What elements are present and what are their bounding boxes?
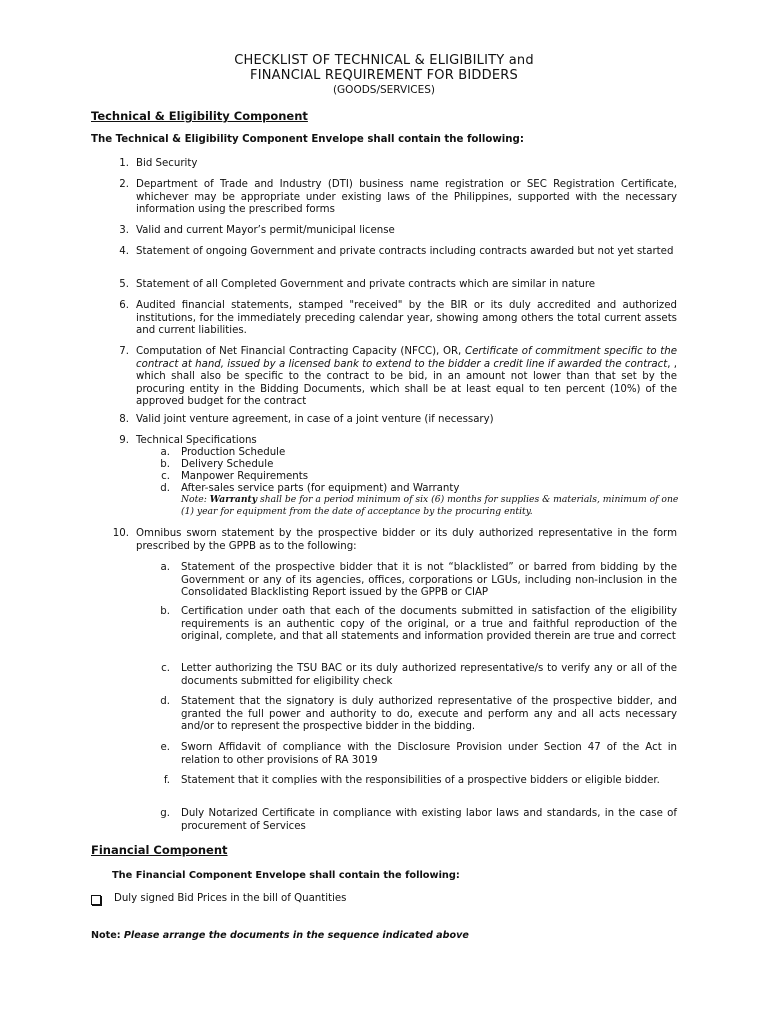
item-text: Valid and current Mayor’s permit/municipal license [136,225,395,236]
checkbox-icon [91,895,101,905]
item-number: 9. [119,435,129,446]
technical-intro: The Technical & Eligibility Component Envelope shall contain the following: [91,134,524,145]
item-number: 5. [119,279,129,290]
document-title-line-1: CHECKLIST OF TECHNICAL & ELIGIBILITY and [234,53,534,68]
item-text: Statement of all Completed Government and private contracts which are similar in nature [136,279,596,290]
item-text: Department of Trade and Industry (DTI) business name registration or SEC Registration Certificate, whichever may be appropriate under existing laws of the Philippines, supported with the necessary information using the prescribed forms [136,179,677,216]
item-text: Bid Security [136,158,198,169]
document-page: CHECKLIST OF TECHNICAL & ELIGIBILITY and FINANCIAL REQUIREMENT FOR BIDDERS (GOODS/SERVICES) Technical & Eligibility Component The Technical & Eligibility Component Envelope shall contain the following: 1. Bid Security 2. Department of Trade and Industry (DTI) business name registration or SEC Registration Certificate, whichever may be appropriate under existing laws of the Philippines, supported with the necessary information using the prescribed forms 3. Valid and current Mayor’s permit/municipal license 4. Statement of ongoing Government and private contracts including contracts awarded but not yet started 5. Statement of all Completed Government and private contracts which are similar in nature 6. Audited financial statements, stamped "received" by the BIR or its duly accredited and authorized institutions, for the immediately preceding calendar year, showing among others the total current assets and current liabilities. 7. Computation of Net Financial Contracting Capacity (NFCC), OR, Certificate of commitment specific to the contract at hand, issued by a licensed bank to extend to the bidder a credit line if awarded the contract, , which shall also be specific to the contract to be bid, in an amount not lower than that set by the procuring entity in the Bidding Documents, which shall be at least equal to ten percent (10%) of the approved budget for the contract 8. Valid joint venture agreement, in case of a joint venture (if necessary) 9. Technical Specifications a. Production Schedule b. Delivery Schedule c. Manpower Requirements d. After-sales service parts (for equipment) and Warranty Note: Warranty shall be for a period minimum of six (6) months for supplies & materials, minimum of one (1) year for equipment from the date of acceptance by the procuring entity. 10. Omnibus sworn statement by the prospective bidder or its duly authorized representative in the form prescribed by the GPPB as to the following: a. Statement of the prospective bidder that it is not “blacklisted” or barred from bidding by the Government or any of its agencies, offices, corporations or LGUs, including non-inclusion in the Consolidated Blacklisting Report issued by the GPPB or CIAP b. Certification under oath that each of the documents submitted in satisfaction of the eligibility requirements is an authentic copy of the original, or a true and faithful reproduction of the original, complete, and that all statements and information provided therein are true and correct c. Letter authorizing the TSU BAC or its duly authorized representative/s to verify any or all of the documents submitted for eligibility check d. Statement that the signatory is duly authorized representative of the prospective bidder, and granted the full power and authority to do, execute and perform any and all acts necessary and/or to represent the prospective bidder in the bidding. e. Sworn Affidavit of compliance with the Disclosure Provision under Section 47 of the Act in relation to other provisions of RA 3019 f. Statement that it complies with the responsibilities of a prospective bidders or eligible bidder. g. Duly Notarized Certificate in compliance with existing labor laws and standards, in the case of procurement of Services Financial Component The Financial Component Envelope shall contain the following: Duly signed Bid Prices in the bill of Quantities Note: Please arrange the documents in the sequence indicated above [0,0,768,1024]
technical-section-heading: Technical & Eligibility Component [91,109,308,123]
item-number: 8. [119,414,129,425]
financial-item: Duly signed Bid Prices in the bill of Quantities [114,893,347,904]
item-number: 2. [119,179,129,190]
financial-intro: The Financial Component Envelope shall contain the following: [112,870,460,881]
item-number: 4. [119,246,129,257]
item-text: Audited financial statements, stamped "received" by the BIR or its duly accredited and authorized institutions, for the immediately preceding calendar year, showing among others the total current assets and current liabilities. [136,300,677,337]
item-number: 3. [119,225,129,236]
footer-note: Note: Please arrange the documents in the sequence indicated above [91,930,469,941]
item-text: Statement of ongoing Government and private contracts including contracts awarded but not yet started [136,246,674,257]
item-text: Omnibus sworn statement by the prospective bidder or its duly authorized representative in the form prescribed by the GPPB as to the following: [136,528,677,552]
item-number: 10. [112,528,129,539]
item-number: 7. [119,346,129,357]
item-text: Computation of Net Financial Contracting Capacity (NFCC), OR, Certificate of commitment specific to the contract at hand, issued by a licensed bank to extend to the bidder a credit line if awarded the contract, , which shall also be specific to the contract to be bid, in an amount not lower than that set by the procuring entity in the Bidding Documents, which shall be at least equal to ten percent (10%) of the approved budget for the contract [136,346,678,408]
document-title-line-2: FINANCIAL REQUIREMENT FOR BIDDERS [250,68,518,83]
item-text: Technical Specifications [136,435,257,446]
warranty-note: Note: Warranty shall be for a period minimum of six (6) months for supplies & materials, minimum of one (1) year for equipment from the date of acceptance by the procuring entity. [181,494,679,517]
item-number: 6. [119,300,129,311]
item-text: Valid joint venture agreement, in case of a joint venture (if necessary) [136,414,494,425]
document-subtitle: (GOODS/SERVICES) [332,84,436,96]
item-number: 1. [119,158,129,169]
financial-section-heading: Financial Component [91,843,228,857]
